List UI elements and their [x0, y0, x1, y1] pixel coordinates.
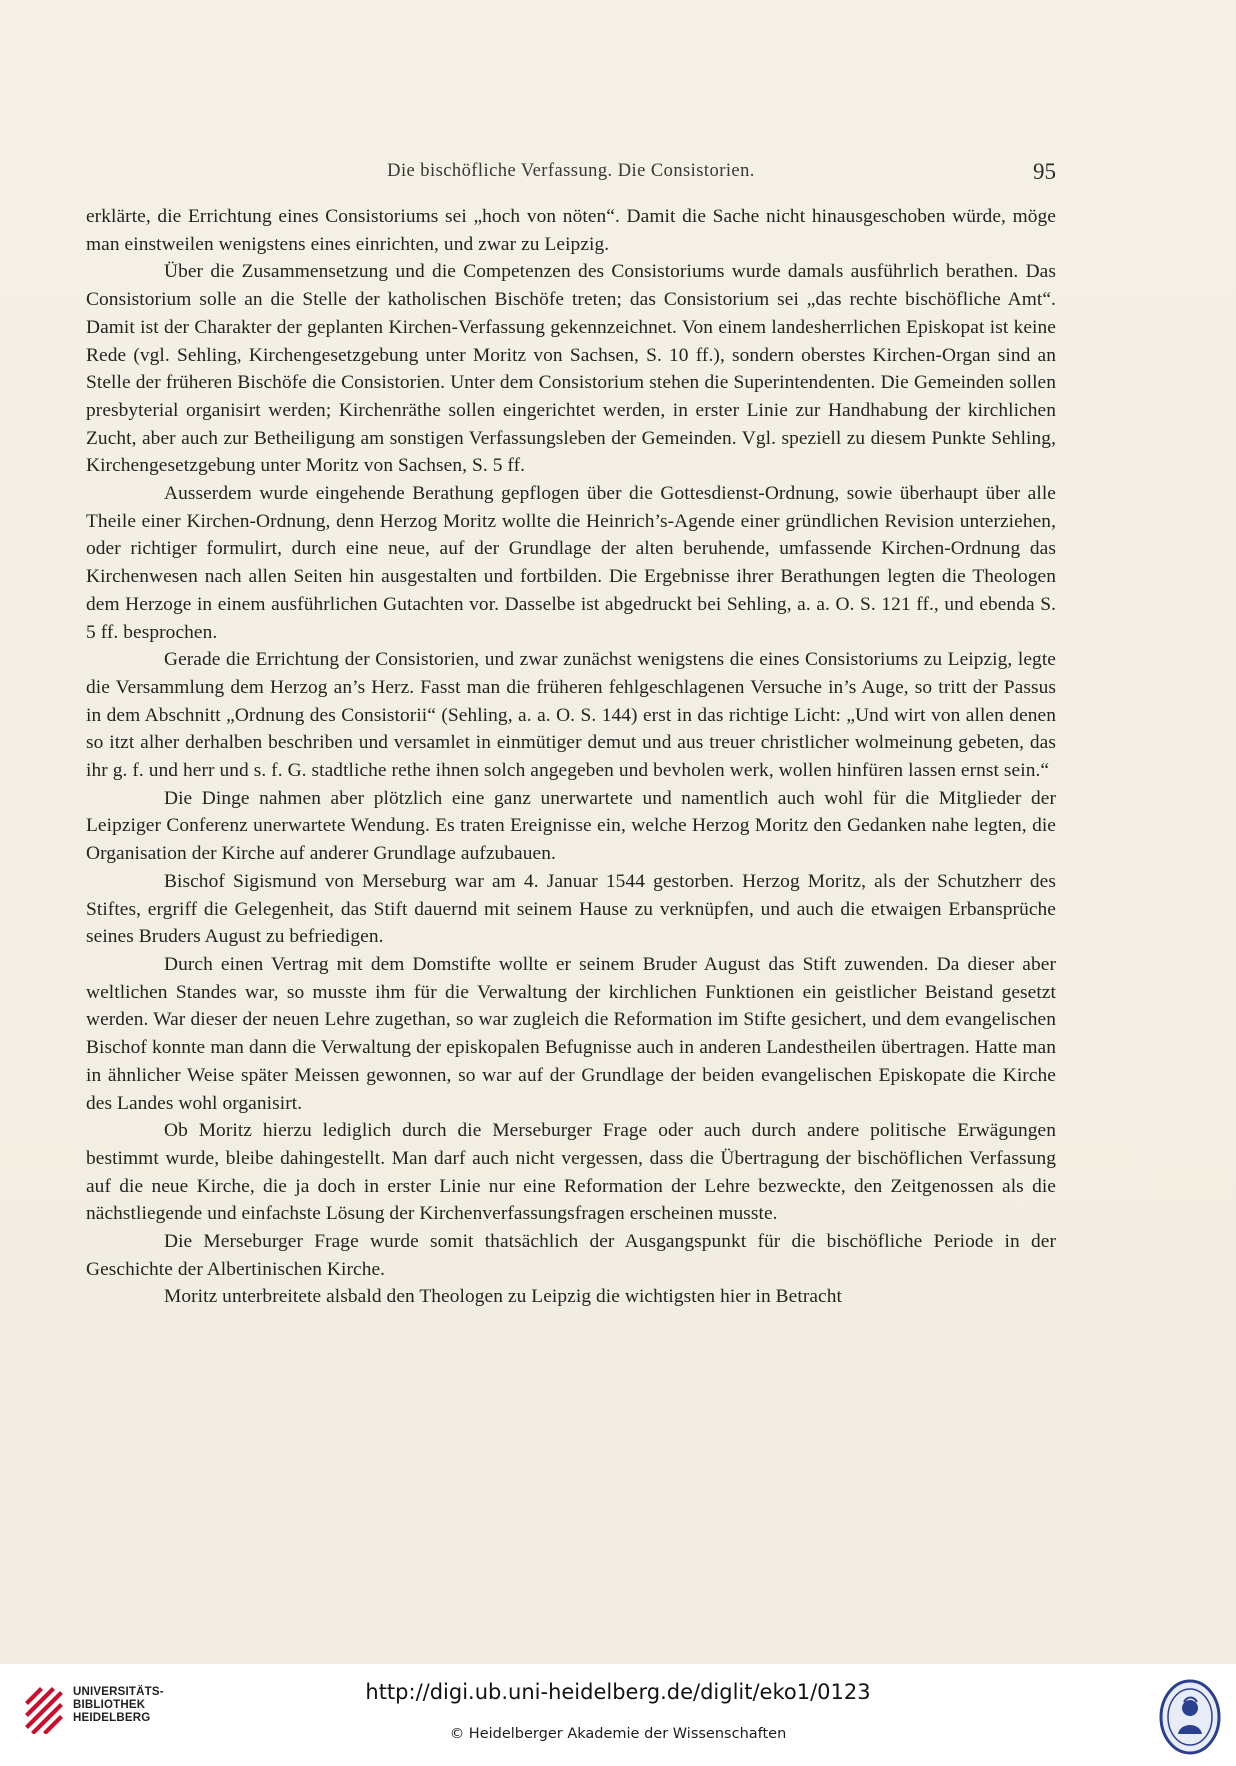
paragraph-4: Gerade die Errichtung der Consistorien, und zwar zunächst wenigstens die eines Consistoriums zu Leipzig, legte die Versammlung dem Herzog an’s Herz. Fasst man die früheren fehlgeschlagenen Versuche in’s Auge, so tritt der Passus in dem Abschnitt „Ordnung des Consistorii“ (Sehling, a. a. O. S. 144) erst in das richtige Licht: „Und wirt von allen denen so itzt alher derhalben beschriben und versamlet in einmütiger demut und aus treuer christlicher wolmeinung gebeten, das ihr g. f. und herr und s. f. G. stadtliche rethe ihnen solch angegeben und bevholen werk, wollen hinfüren lassen ernst sein.“	[86, 649, 1056, 782]
copyright-notice: © Heidelberger Akademie der Wissenschaften	[449, 1726, 787, 1742]
paragraph-1: erklärte, die Errichtung eines Consistoriums sei „hoch von nöten“. Damit die Sache nicht hinausgeschoben würde, möge man einstweilen wenigstens eines einrichten, und zwar zu Leipzig.	[86, 206, 1056, 255]
permalink-url[interactable]: http://digi.ub.uni-heidelberg.de/diglit/eko1/0123	[365, 1680, 871, 1704]
body-text	[86, 203, 1056, 1311]
library-name-line-2: BIBLIOTHEK	[73, 1699, 146, 1711]
library-name-line-3: HEIDELBERG	[73, 1712, 151, 1724]
paragraph-3: Ausserdem wurde eingehende Berathung gepflogen über die Gottesdienst-Ordnung, sowie überhaupt über alle Theile einer Kirchen-Ordnung, denn Herzog Moritz wollte die Heinrich’s-Agende einer gründlichen Revision unterziehen, oder richtiger formulirt, durch eine neue, auf der Grundlage der alten beruhende, umfassende Kirchen-Ordnung das Kirchenwesen nach allen Seiten hin ausgestalten und fortbilden. Die Ergebnisse ihrer Berathungen legten die Theologen dem Herzoge in einem ausführlichen Gutachten vor. Dasselbe ist abgedruckt bei Sehling, a. a. O. S. 121 ff., und ebenda S. 5 ff. besprochen.	[86, 483, 1056, 643]
academy-seal-icon	[1158, 1678, 1222, 1756]
paragraph-8: Ob Moritz hierzu lediglich durch die Merseburger Frage oder auch durch andere politische Erwägungen bestimmt wurde, bleibe dahingestellt. Man darf auch nicht vergessen, dass die Übertragung der bischöflichen Verfassung auf die neue Kirche, die ja doch in erster Linie nur eine Reformation der Lehre bezweckte, den Zeitgenossen als die nächstliegende und einfachste Lösung der Kirchenverfassungsfragen erscheinen musste.	[86, 1120, 1056, 1225]
library-name-line-1: UNIVERSITÄTS-	[73, 1686, 164, 1698]
paragraph-5: Die Dinge nahmen aber plötzlich eine ganz unerwartete und namentlich auch wohl für die Mitglieder der Leipziger Conferenz unerwartete Wendung. Es traten Ereignisse ein, welche Herzog Moritz den Gedanken nahe legten, die Organisation der Kirche auf anderer Grundlage aufzubauen.	[86, 787, 1056, 865]
paragraph-7: Durch einen Vertrag mit dem Domstifte wollte er seinem Bruder August das Stift zuwenden. Da dieser aber weltlichen Standes war, so musste ihm für die Verwaltung der kirchlichen Funktionen ein geistlicher Beistand gesetzt werden. War dieser der neuen Lehre zugethan, so war zugleich die Reformation im Stifte gesichert, und dem evangelischen Bischof konnte man dann die Verwaltung der episkopalen Befugnisse auch in anderen Landestheilen übertragen. Hatte man in ähnlicher Weise später Meissen gewonnen, so war auf der Grundlage der beiden evangelischen Episkopate die Kirche des Landes wohl organisirt.	[86, 953, 1056, 1114]
running-head	[86, 161, 1056, 189]
paragraph-6: Bischof Sigismund von Merseburg war am 4. Januar 1544 gestorben. Herzog Moritz, als der Schutzherr des Stiftes, ergriff die Gelegenheit, das Stift dauernd mit seinem Hause zu verknüpfen, und auch die etwaigen Erbansprüche seines Bruders August zu befriedigen.	[86, 870, 1056, 948]
page-number: 95	[1033, 159, 1056, 184]
digitization-footer	[0, 1664, 1236, 1766]
paragraph-9: Die Merseburger Frage wurde somit thatsächlich der Ausgangspunkt für die bischöfliche Periode in der Geschichte der Albertinischen Kirche.	[86, 1231, 1056, 1280]
running-title: Die bischöfliche Verfassung. Die Consistorien.	[387, 161, 755, 181]
paragraph-10: Moritz unterbreitete alsbald den Theologen zu Leipzig die wichtigsten hier in Betracht	[164, 1286, 842, 1308]
paragraph-2: Über die Zusammensetzung und die Competenzen des Consistoriums wurde damals ausführlich berathen. Das Consistorium solle an die Stelle der katholischen Bischöfe treten; das Consistorium sei „das rechte bischöfliche Amt“. Damit ist der Charakter der geplanten Kirchen-Verfassung gekennzeichnet. Von einem landesherrlichen Episkopat ist keine Rede (vgl. Sehling, Kirchengesetzgebung unter Moritz von Sachsen, S. 10 ff.), sondern oberstes Kirchen-Organ sind an Stelle der früheren Bischöfe die Consistorien. Unter dem Consistorium stehen die Superintendenten. Die Gemeinden sollen presbyterial organisirt werden; Kirchenräthe sollen eingerichtet werden, in erster Linie zur Handhabung der kirchlichen Zucht, aber auch zur Betheiligung am sonstigen Verfassungsleben der Gemeinden. Vgl. speziell zu diesem Punkte Sehling, Kirchengesetzgebung unter Moritz von Sachsen, S. 5 ff.	[86, 261, 1056, 477]
